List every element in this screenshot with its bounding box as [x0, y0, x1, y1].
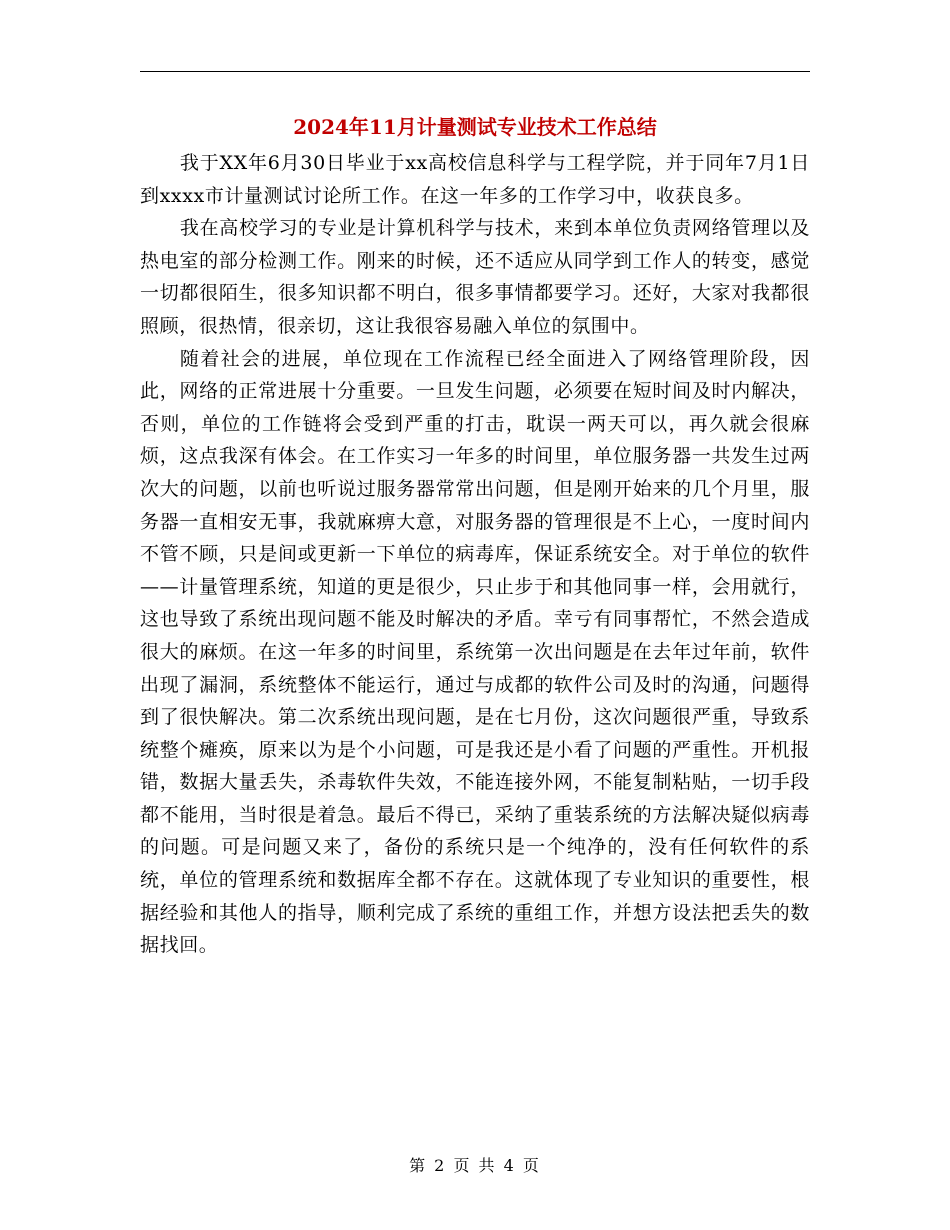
document-title: 2024年11月计量测试专业技术工作总结 [293, 115, 657, 139]
body-paragraph-2: 我在高校学习的专业是计算机科学与技术，来到本单位负责网络管理以及热电室的部分检测工作。刚来的时候，还不适应从同学到工作人的转变，感觉一切都很陌生，很多知识都不明白，很多事情都要学习。还好，大家对我都很照顾，很热情，很亲切，这让我很容易融入单位的氛围中。 [140, 217, 810, 337]
page-number-footer: 第 2 页 共 4 页 [409, 1156, 541, 1175]
header-rule [140, 71, 810, 72]
body-paragraph-3: 随着社会的进展，单位现在工作流程已经全面进入了网络管理阶段，因此，网络的正常进展十分重要。一旦发生问题，必须要在短时间及时内解决，否则，单位的工作链将会受到严重的打击，耽误一两天可以，再久就会很麻烦，这点我深有体会。在工作实习一年多的时间里，单位服务器一共发生过两次大的问题，以前也听说过服务器常常出问题，但是刚开始来的几个月里，服务器一直相安无事，我就麻痹大意，对服务器的管理很是不上心，一度时间内不管不顾，只是间或更新一下单位的病毒库，保证系统安全。对于单位的软件——计量管理系统，知道的更是很少，只止步于和其他同事一样，会用就行，这也导致了系统出现问题不能及时解决的矛盾。幸亏有同事帮忙，不然会造成很大的麻烦。在这一年多的时间里，系统第一次出问题是在去年过年前，软件出现了漏洞，系统整体不能运行，通过与成都的软件公司及时的沟通，问题得到了很快解决。第二次系统出现问题，是在七月份，这次问题很严重，导致系统整个瘫痪，原来以为是个小问题，可是我还是小看了问题的严重性。开机报错，数据大量丢失，杀毒软件失效，不能连接外网，不能复制粘贴，一切手段都不能用，当时很是着急。最后不得已，采纳了重装系统的方法解决疑似病毒的问题。可是问题又来了，备份的系统只是一个纯净的，没有任何软件的系统，单位的管理系统和数据库全都不存在。这就体现了专业知识的重要性，根据经验和其他人的指导，顺利完成了系统的重组工作，并想方设法把丢失的数据找回。 [140, 347, 810, 957]
document-body [140, 147, 810, 962]
body-paragraph-1: 我于XX年6月30日毕业于xx高校信息科学与工程学院，并于同年7月1日到xxxx市计量测试讨论所工作。在这一年多的工作学习中，收获良多。 [140, 152, 810, 207]
